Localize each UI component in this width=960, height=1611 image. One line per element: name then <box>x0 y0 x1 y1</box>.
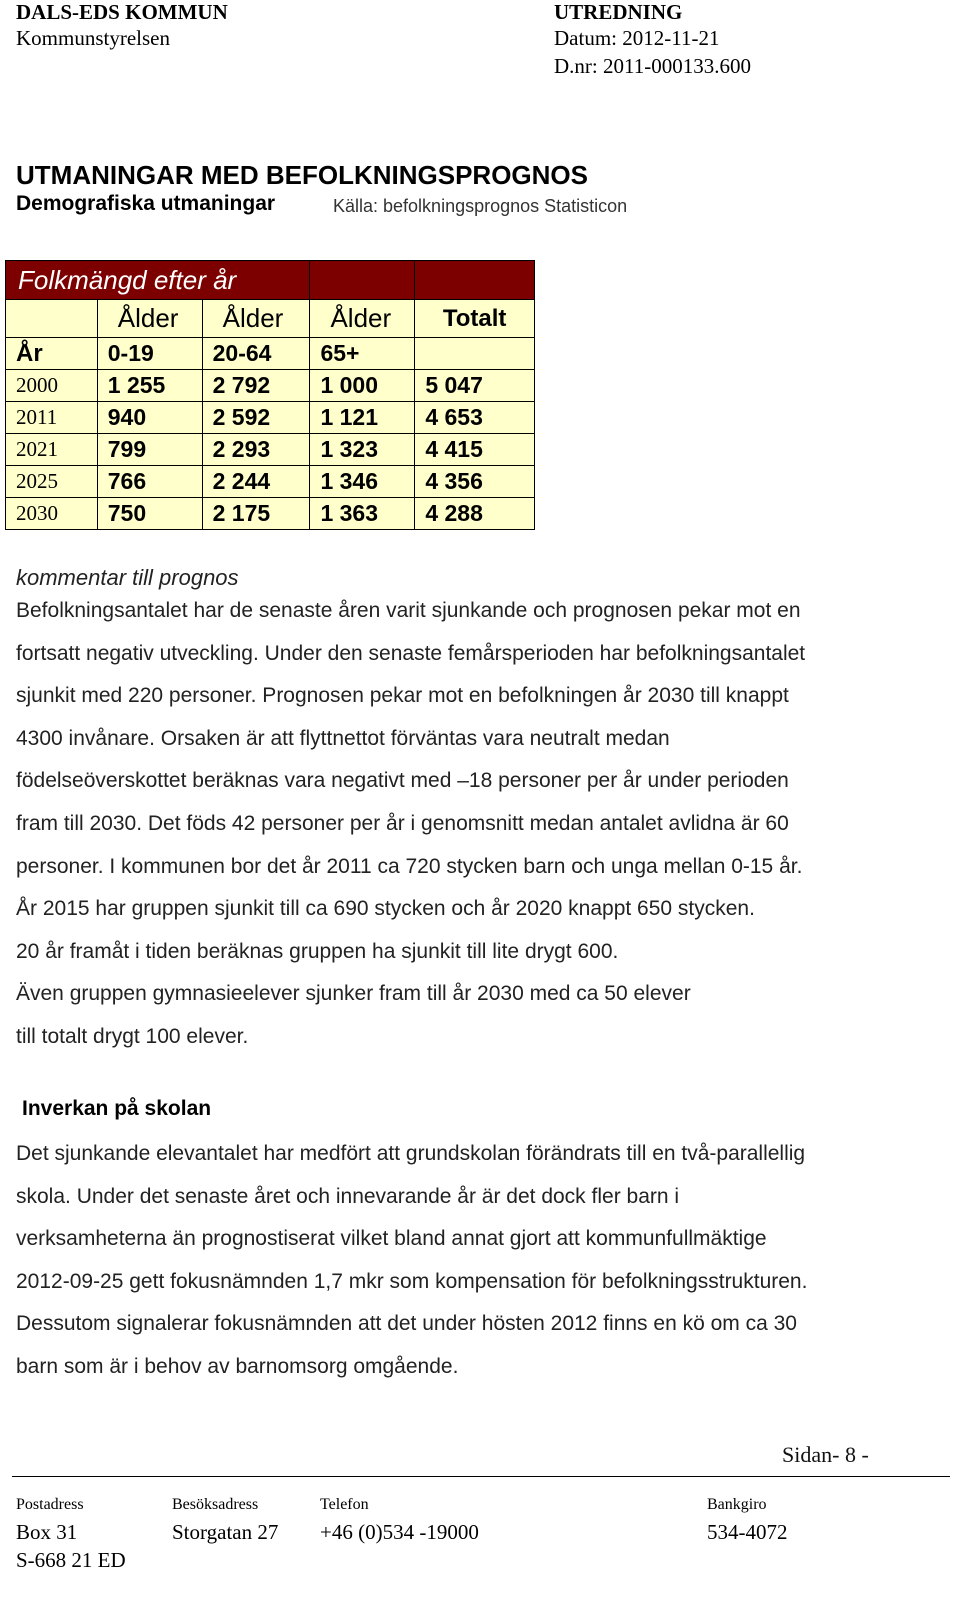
table-group-row <box>6 338 535 370</box>
table-age-row <box>6 300 535 338</box>
table-title-cell <box>415 261 535 300</box>
year-cell: 2011 <box>6 402 98 434</box>
table-cell-empty <box>415 338 535 370</box>
source-note: Källa: befolkningsprognos Statisticon <box>333 196 628 216</box>
table-title-cell <box>310 261 415 300</box>
paragraph-line: Det sjunkande elevantalet har medfört att grundskolan förändrats till en två-parallellig <box>16 1142 806 1165</box>
paragraph-line: sjunkit med 220 personer. Prognosen pekar mot en befolkningen år 2030 till knappt <box>16 684 789 708</box>
footer-divider <box>12 1476 950 1477</box>
table-row <box>6 498 535 530</box>
table-row <box>6 434 535 466</box>
table-row <box>6 402 535 434</box>
org-name: DALS-EDS KOMMUN <box>16 0 228 24</box>
value-cell: 2 592 <box>202 402 310 434</box>
group-header: 0-19 <box>97 338 202 370</box>
paragraph-line: År 2015 har gruppen sjunkit till ca 690 stycken och år 2020 knappt 650 stycken. <box>16 897 755 921</box>
value-cell: 1 000 <box>310 370 415 402</box>
year-cell: 2030 <box>6 498 98 530</box>
org-unit: Kommunstyrelsen <box>16 26 170 50</box>
doc-date: Datum: 2012-11-21 <box>554 26 720 50</box>
year-header: År <box>6 338 98 370</box>
year-cell: 2000 <box>6 370 98 402</box>
footer-visit-label: Besöksadress <box>172 1496 259 1513</box>
total-cell: 4 415 <box>415 434 535 466</box>
doc-type: UTREDNING <box>554 0 683 24</box>
footer-bank-value: 534-4072 <box>707 1520 788 1544</box>
value-cell: 750 <box>97 498 202 530</box>
group-header: 20-64 <box>202 338 310 370</box>
age-header: Ålder <box>202 300 310 338</box>
value-cell: 940 <box>97 402 202 434</box>
paragraph-line: personer. I kommunen bor det år 2011 ca 720 stycken barn och unga mellan 0-15 år. <box>16 854 803 878</box>
comment-heading: kommentar till prognos <box>16 565 239 590</box>
doc-dnr: D.nr: 2011-000133.600 <box>554 54 751 78</box>
table-title: Folkmängd efter år <box>6 261 310 300</box>
value-cell: 2 175 <box>202 498 310 530</box>
value-cell: 1 346 <box>310 466 415 498</box>
paragraph-line: fortsatt negativ utveckling. Under den senaste femårsperioden har befolkningsantalet <box>16 641 806 665</box>
paragraph-line: 2012-09-25 gett fokusnämnden 1,7 mkr som kompensation för befolkningsstrukturen. <box>16 1269 808 1293</box>
year-cell: 2025 <box>6 466 98 498</box>
total-cell: 4 356 <box>415 466 535 498</box>
population-table <box>5 260 535 530</box>
footer-phone-value: +46 (0)534 -19000 <box>320 1520 479 1544</box>
total-cell: 5 047 <box>415 370 535 402</box>
value-cell: 2 792 <box>202 370 310 402</box>
page-subtitle: Demografiska utmaningar <box>16 192 276 215</box>
value-cell: 1 323 <box>310 434 415 466</box>
value-cell: 766 <box>97 466 202 498</box>
table-title-row <box>6 261 535 300</box>
footer-phone-label: Telefon <box>320 1496 369 1513</box>
age-header: Ålder <box>97 300 202 338</box>
page-title: UTMANINGAR MED BEFOLKNINGSPROGNOS <box>16 160 588 190</box>
footer-postal-line1: Box 31 <box>16 1520 78 1544</box>
value-cell: 799 <box>97 434 202 466</box>
paragraph-line: 20 år framåt i tiden beräknas gruppen ha sjunkit till lite drygt 600. <box>16 939 619 963</box>
footer-postal-label: Postadress <box>16 1496 84 1513</box>
paragraph-line: verksamheterna än prognostiserat vilket bland annat gjort att kommunfullmäktige <box>16 1227 767 1251</box>
paragraph-line: Dessutom signalerar fokusnämnden att det under hösten 2012 finns en kö om ca 30 <box>16 1312 797 1336</box>
paragraph-line: skola. Under det senaste året och innevarande år är det dock fler barn i <box>16 1184 680 1208</box>
value-cell: 2 293 <box>202 434 310 466</box>
section-paragraph <box>16 1133 951 1389</box>
total-cell: 4 288 <box>415 498 535 530</box>
total-cell: 4 653 <box>415 402 535 434</box>
table-row <box>6 466 535 498</box>
value-cell: 2 244 <box>202 466 310 498</box>
value-cell: 1 363 <box>310 498 415 530</box>
paragraph-line: till totalt drygt 100 elever. <box>16 1024 249 1048</box>
total-header: Totalt <box>415 300 535 338</box>
paragraph-line: barn som är i behov av barnomsorg omgående. <box>16 1354 459 1378</box>
footer-postal-line2: S-668 21 ED <box>16 1548 126 1572</box>
footer-visit-value: Storgatan 27 <box>172 1520 279 1544</box>
group-header: 65+ <box>310 338 415 370</box>
table-row <box>6 370 535 402</box>
year-cell: 2021 <box>6 434 98 466</box>
paragraph-line: 4300 invånare. Orsaken är att flyttnettot förväntas vara neutralt medan <box>16 726 670 750</box>
footer-bank-label: Bankgiro <box>707 1496 767 1513</box>
value-cell: 1 121 <box>310 402 415 434</box>
comment-paragraph <box>16 590 951 1059</box>
page-number: Sidan- 8 - <box>782 1442 869 1467</box>
section-heading: Inverkan på skolan <box>22 1097 212 1120</box>
age-header: Ålder <box>310 300 415 338</box>
paragraph-line: födelseöverskottet beräknas vara negativt med –18 personer per år under perioden <box>16 769 789 793</box>
paragraph-line: Även gruppen gymnasieelever sjunker fram till år 2030 med ca 50 elever <box>16 982 691 1006</box>
paragraph-line: fram till 2030. Det föds 42 personer per år i genomsnitt medan antalet avlidna är 60 <box>16 811 789 835</box>
table-cell-empty <box>6 300 98 338</box>
paragraph-line: Befolkningsantalet har de senaste åren varit sjunkande och prognosen pekar mot en <box>16 599 801 622</box>
value-cell: 1 255 <box>97 370 202 402</box>
